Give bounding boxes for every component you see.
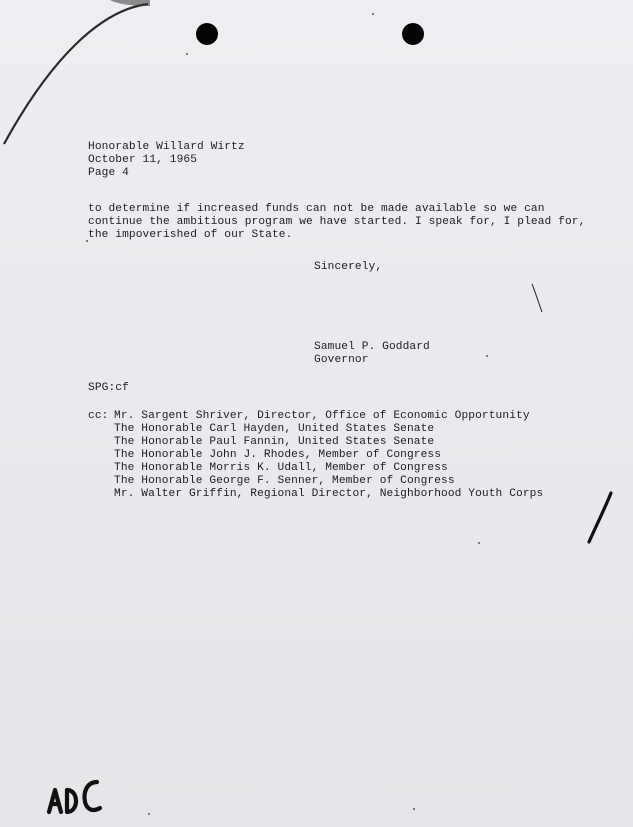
cc-recipient: Mr. Walter Griffin, Regional Director, Neighborhood Youth Corps <box>114 488 544 500</box>
binder-hole-left <box>196 23 218 45</box>
closing-text: Sincerely, <box>314 261 383 273</box>
reference-initials <box>88 382 129 395</box>
cc-recipient: The Honorable John J. Rhodes, Member of Congress <box>114 449 442 461</box>
cc-list-item <box>88 462 543 475</box>
paper-speck <box>186 53 188 55</box>
closing <box>314 261 382 274</box>
cc-recipient: Mr. Sargent Shriver, Director, Office of Economic Opportunity <box>114 410 530 422</box>
signer-name: Samuel P. Goddard <box>314 341 430 353</box>
signature-block <box>314 341 430 367</box>
cc-recipient: The Honorable Carl Hayden, United States Senate <box>114 423 435 435</box>
binder-hole-right <box>402 23 424 45</box>
cc-list-item <box>88 488 543 501</box>
letter-header <box>88 141 245 180</box>
initials-text: SPG:cf <box>88 382 129 394</box>
date-line: October 11, 1965 <box>88 154 198 166</box>
body-line: the impoverished of our State. <box>88 229 293 241</box>
body-line: to determine if increased funds can not be made available so we can <box>88 203 545 215</box>
cc-list <box>88 410 543 501</box>
cc-recipient: The Honorable Morris K. Udall, Member of Congress <box>114 462 448 474</box>
paper-speck <box>413 808 415 810</box>
paper-speck <box>148 813 150 815</box>
signer-title: Governor <box>314 354 369 366</box>
page-number-line: Page 4 <box>88 167 129 179</box>
cc-list-item <box>88 423 543 436</box>
paper-speck <box>372 13 374 15</box>
cc-prefix: cc: <box>88 410 109 422</box>
paper-speck <box>486 355 488 357</box>
letter-body <box>88 203 585 242</box>
cc-recipient: The Honorable Paul Fannin, United States Senate <box>114 436 435 448</box>
cc-list-item <box>88 436 543 449</box>
paper-speck <box>478 542 480 544</box>
cc-list-item <box>88 449 543 462</box>
paper-speck <box>86 240 88 242</box>
recipient-line: Honorable Willard Wirtz <box>88 141 245 153</box>
cc-list-item <box>88 475 543 488</box>
handwritten-initials-mark <box>45 778 109 818</box>
cc-recipient: The Honorable George F. Senner, Member of Congress <box>114 475 455 487</box>
body-line: continue the ambitious program we have started. I speak for, I plead for, <box>88 216 586 228</box>
corner-fold-line <box>0 0 150 150</box>
stray-pen-mark <box>530 282 544 314</box>
cc-list-item <box>88 410 543 423</box>
handwritten-check-mark <box>585 490 615 546</box>
